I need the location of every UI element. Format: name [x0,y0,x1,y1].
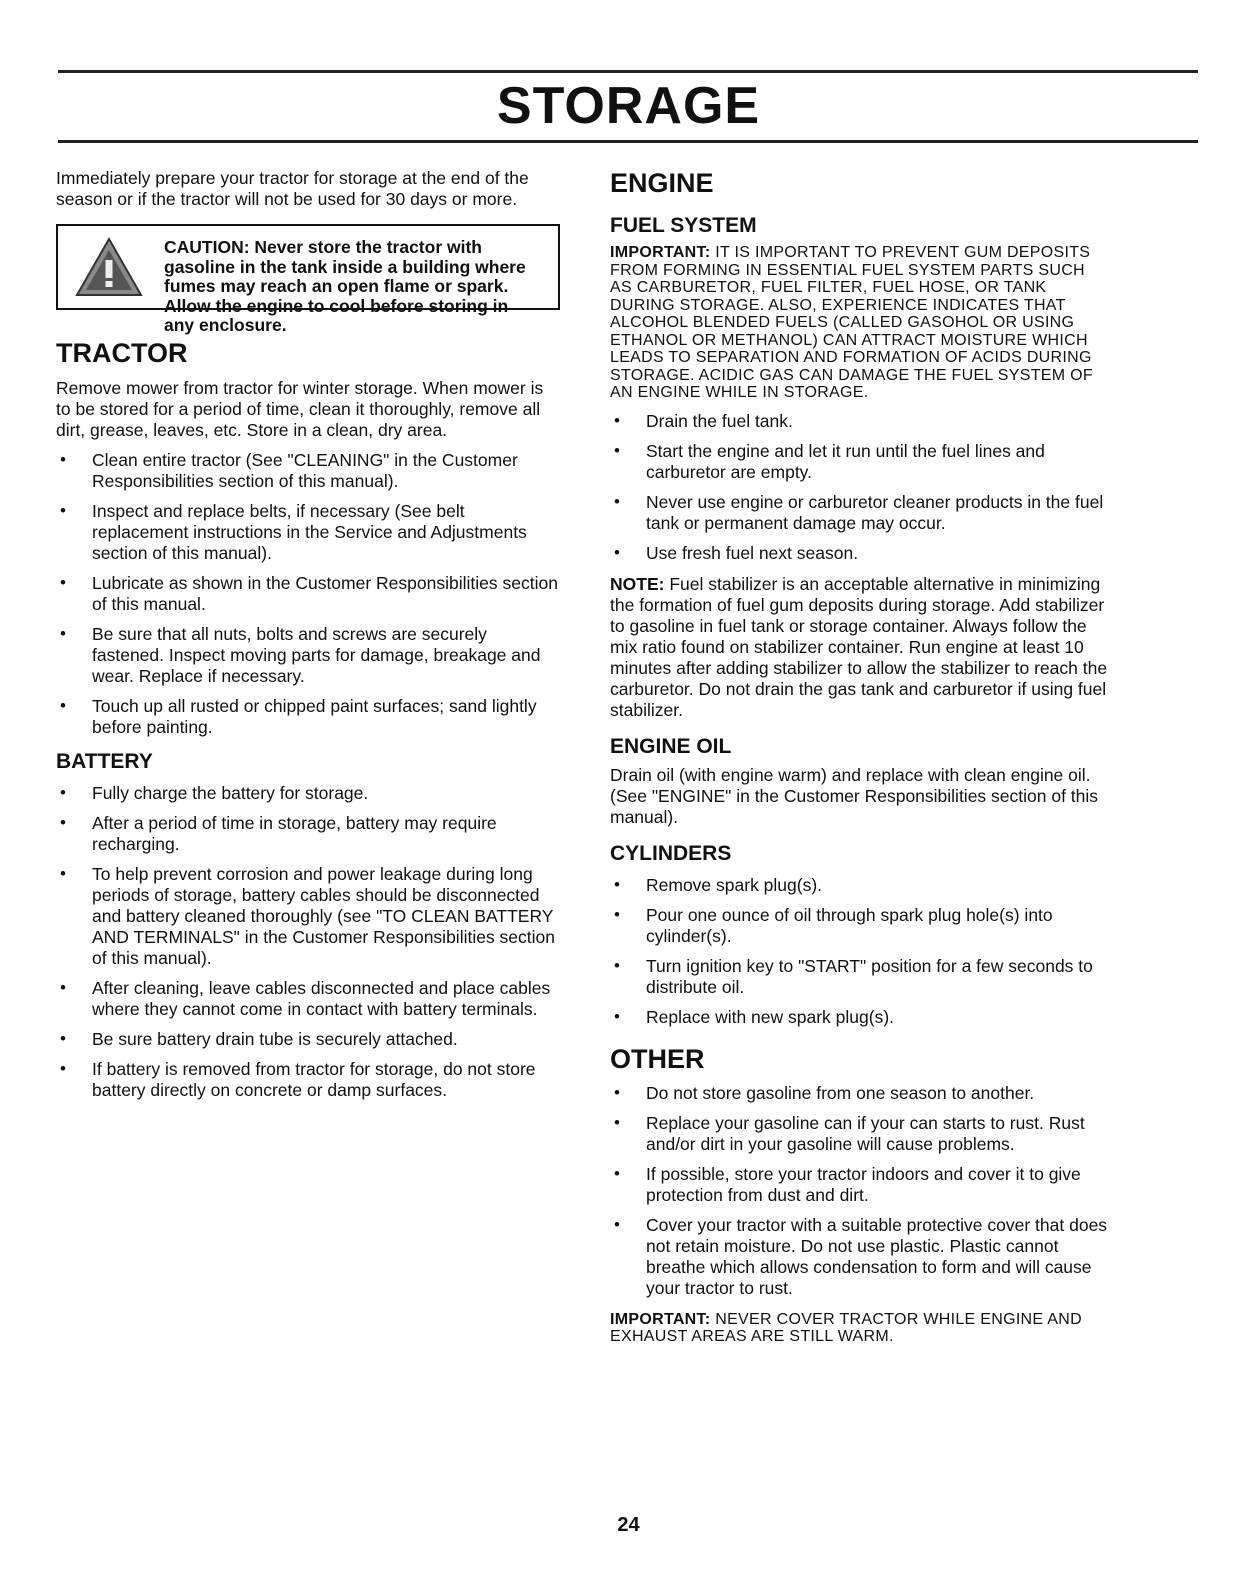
battery-list [56,783,560,1101]
list-item [56,783,560,804]
engine-oil-heading: ENGINE OIL [610,734,732,758]
bullet-icon: • [60,1059,66,1078]
list-item-text: If possible, store your tractor indoors and cover it to give protection from dust and dirt. [646,1163,1081,1205]
fuel-important-paragraph [610,244,1110,402]
list-item-text: Replace with new spark plug(s). [646,1006,895,1027]
list-item [56,1029,560,1050]
other-heading: OTHER [610,1043,705,1074]
fuel-list [610,411,1110,564]
bullet-icon: • [614,542,620,562]
bullet-icon: • [614,904,620,924]
list-item [610,441,1110,483]
list-item [610,1083,1110,1104]
list-item [610,492,1110,534]
note-label: NOTE: [610,573,665,594]
list-item-text: Replace your gasoline can if your can starts to rust. Rust and/or dirt in your gasoline will cause problems. [646,1112,1085,1154]
right-column [610,168,1110,1346]
list-item-text: Use fresh fuel next season. [646,542,859,563]
left-column [56,168,560,1101]
page-title: STORAGE [496,77,761,135]
caution-label: CAUTION: [164,237,250,257]
list-item [610,956,1110,998]
list-item-text: Never use engine or carburetor cleaner products in the fuel tank or permanent damage may occur. [646,491,1104,533]
bullet-icon: • [614,1082,620,1102]
bullet-icon: • [614,410,620,430]
list-item [56,864,560,969]
bullet-icon: • [614,1214,620,1234]
list-item-text: Lubricate as shown in the Customer Responsibilities section of this manual. [92,573,558,614]
list-item-text: Touch up all rusted or chipped paint surfaces; sand lightly before painting. [92,696,537,737]
bullet-icon: • [614,1006,620,1026]
bullet-icon: • [614,440,620,460]
bullet-icon: • [614,1163,620,1183]
list-item-text: Do not store gasoline from one season to another. [646,1082,1035,1103]
list-item-text: Be sure battery drain tube is securely attached. [92,1029,458,1049]
list-item-text: Pour one ounce of oil through spark plug hole(s) into cylinder(s). [646,904,1053,946]
other-important-paragraph [610,1311,1110,1346]
tractor-body: Remove mower from tractor for winter storage. When mower is to be stored for a period of time, clean it thoroughly, remove all dirt, grease, leaves, etc. Store in a clean, dry area. [56,378,544,440]
other-list [610,1083,1110,1299]
bullet-icon: • [614,955,620,975]
list-item [610,875,1110,896]
caution-text [164,238,538,336]
caution-box [56,224,560,335]
bullet-icon: • [60,573,66,592]
bullet-icon: • [60,501,66,520]
list-item-text: Cover your tractor with a suitable protective cover that does not retain moisture. Do not use plastic. Plastic cannot breathe which allows condensation to form and will cause your tractor to rust. [646,1214,1108,1298]
bullet-icon: • [614,491,620,511]
engine-heading: ENGINE [610,168,714,198]
tractor-list [56,450,560,738]
list-item [56,696,560,738]
page-number: 24 [617,1514,640,1536]
bullet-icon: • [614,1112,620,1132]
bullet-icon: • [60,864,66,883]
intro-paragraph: Immediately prepare your tractor for storage at the end of the season or if the tractor will not be used for 30 days or more. [56,168,529,209]
bullet-icon: • [60,1029,66,1048]
list-item-text: Clean entire tractor (See "CLEANING" in the Customer Responsibilities section of this manual). [92,450,518,491]
caution-message: Never store the tractor with gasoline in the tank inside a building where fumes may reach an open flame or spark. Allow the engine to cool before storing in any enclosure. [164,237,526,335]
top-rule [58,70,1198,73]
important-text: IT IS IMPORTANT TO PREVENT GUM DEPOSITS FROM FORMING IN ESSENTIAL FUEL SYSTEM PARTS SUCH AS CARBURETOR, FUEL FILTER, FUEL HOSE, OR TANK DURING STORAGE. ALSO, EXPERIENCE INDICATES THAT ALCOHOL BLENDED FUELS (CALLED GASOHOL OR USING ETHANOL OR METHANOL) CAN ATTRACT MOISTURE WHICH LEADS TO SEPARATION AND FORMATION OF ACIDS DURING STORAGE. ACIDIC GAS CAN DAMAGE THE FUEL SYSTEM OF AN ENGINE WHILE IN STORAGE. [610,244,1093,401]
list-item-text: Drain the fuel tank. [646,410,793,431]
bullet-icon: • [614,874,620,894]
list-item [610,905,1110,947]
list-item [56,1059,560,1101]
list-item [610,411,1110,432]
important-label: IMPORTANT: [610,244,711,261]
warning-triangle-icon [74,236,144,298]
list-item [610,1215,1110,1299]
bullet-icon: • [60,813,66,832]
important-text: NEVER COVER TRACTOR WHILE ENGINE AND EXHAUST AREAS ARE STILL WARM. [610,1310,1082,1345]
list-item [56,624,560,687]
bullet-icon: • [60,978,66,997]
list-item-text: If battery is removed from tractor for storage, do not store battery directly on concrete or damp surfaces. [92,1059,536,1100]
engine-oil-body: Drain oil (with engine warm) and replace with clean engine oil. (See "ENGINE" in the Customer Responsibilities section of this manual). [610,764,1099,827]
list-item-text: Start the engine and let it run until the fuel lines and carburetor are empty. [646,440,1045,482]
tractor-heading: TRACTOR [56,338,188,368]
list-item-text: Turn ignition key to "START" position for a few seconds to distribute oil. [646,955,1093,997]
list-item [56,573,560,615]
fuel-system-heading: FUEL SYSTEM [610,214,757,237]
title-bottom-rule [58,140,1198,143]
list-item [610,1113,1110,1155]
list-item [56,450,560,492]
list-item [56,978,560,1020]
list-item [610,1007,1110,1028]
list-item-text: Inspect and replace belts, if necessary (See belt replacement instructions in the Service and Adjustments section of this manual). [92,501,527,563]
bullet-icon: • [60,624,66,643]
cylinders-heading: CYLINDERS [610,841,732,865]
list-item [610,1164,1110,1206]
bullet-icon: • [60,696,66,715]
list-item-text: After cleaning, leave cables disconnected and place cables where they cannot come in contact with battery terminals. [92,978,551,1019]
list-item-text: To help prevent corrosion and power leakage during long periods of storage, battery cables should be disconnected and battery cleaned thoroughly (see "TO CLEAN BATTERY AND TERMINALS" in the Customer Responsibilities section of this manual). [92,864,556,968]
list-item-text: After a period of time in storage, battery may require recharging. [92,813,497,854]
list-item [56,501,560,564]
list-item-text: Be sure that all nuts, bolts and screws are securely fastened. Inspect moving parts for damage, breakage and wear. Replace if necessary. [92,624,541,686]
battery-heading: BATTERY [56,750,153,773]
note-text: Fuel stabilizer is an acceptable alternative in minimizing the formation of fuel gum deposits during storage. Add stabilizer to gasoline in fuel tank or storage container. Always follow the mix ratio found on stabilizer container. Run engine at least 10 minutes after adding stabilizer to allow the stabilizer to reach the carburetor. Do not drain the gas tank and carburetor if using fuel stabilizer. [610,573,1108,720]
bullet-icon: • [60,450,66,469]
list-item [56,813,560,855]
bullet-icon: • [60,783,66,802]
list-item-text: Fully charge the battery for storage. [92,783,369,803]
list-item [610,543,1110,564]
important-label: IMPORTANT: [610,1310,711,1328]
list-item-text: Remove spark plug(s). [646,874,823,895]
cylinders-list [610,875,1110,1028]
note-paragraph [610,574,1110,721]
